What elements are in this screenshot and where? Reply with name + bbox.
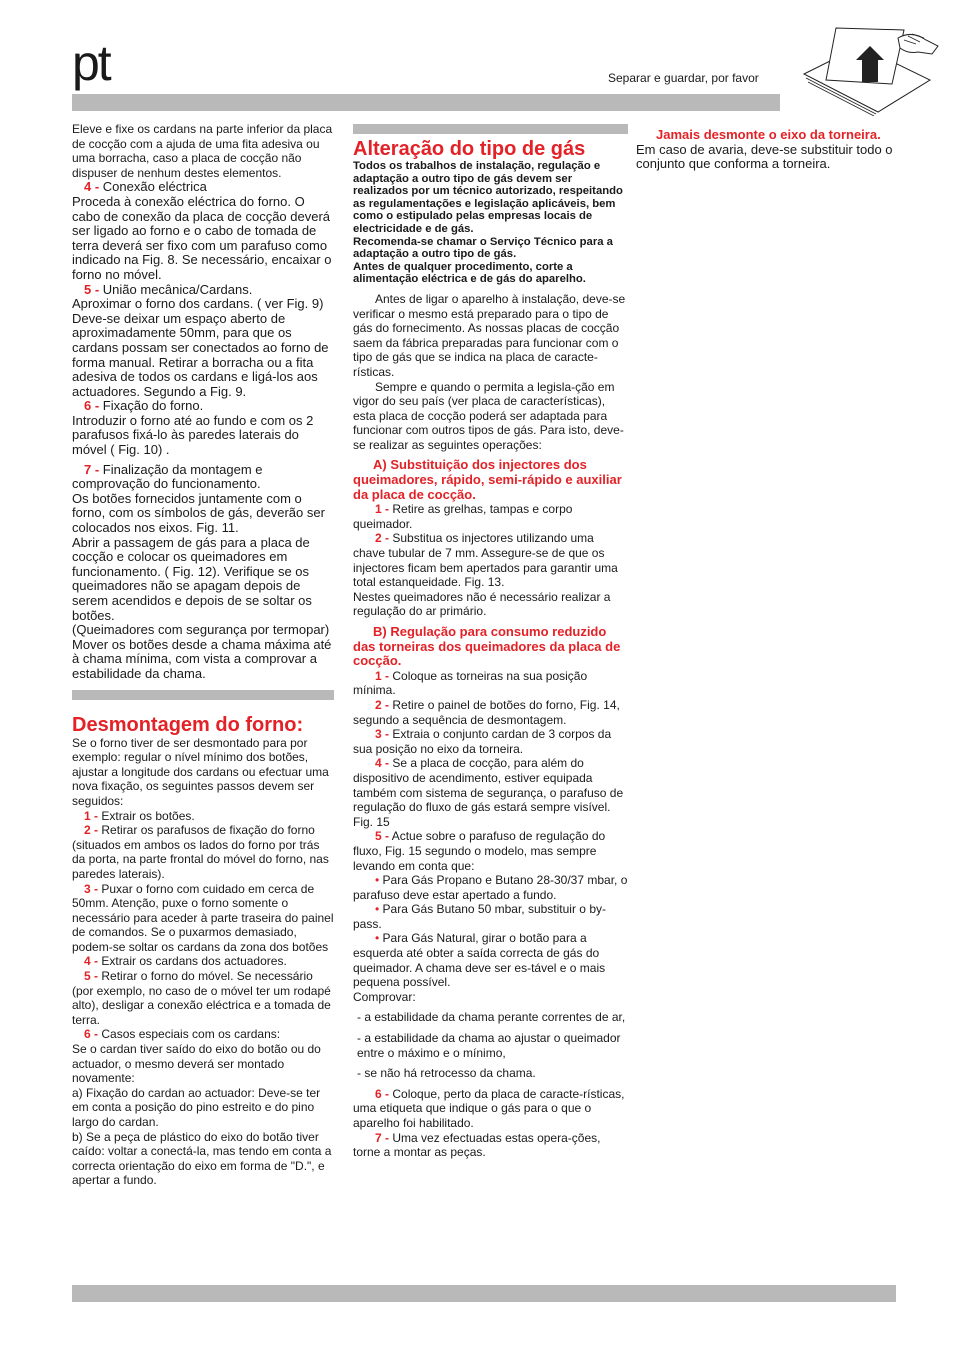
subsection-heading-b: B) Regulação para consumo reduzido das torneiras dos queimadores da placa de cocção.: [353, 624, 621, 669]
step-number: 5 -: [375, 829, 390, 844]
warning-intro: Recomenda-se chamar o Serviço Técnico para a adaptação a outro tipo de gás.: [353, 235, 613, 261]
column-2: [353, 124, 628, 1160]
paragraph: a) Fixação do cardan ao actuador: Deve-se ter em conta a posição do pino estreito e do pino largo do cardan.: [72, 1085, 321, 1129]
section-divider-bar: [72, 690, 334, 700]
step-text: Casos especiais com os cardans:: [98, 1027, 281, 1042]
warning-intro: Todos os trabalhos de instalação, regulação e adaptação a outro tipo de gás devem ser realizados por um técnico autorizado, respeitando as regulamentações e legislação aplicáveis, bem como o estipulado pelas empresas locais de electricidade e de gás.: [353, 160, 623, 235]
bullet-icon: •: [375, 873, 380, 888]
check-item: - a estabilidade da chama perante correntes de ar,: [357, 1010, 626, 1025]
keep-instructions-note: Separar e guardar, por favor: [608, 71, 759, 85]
paragraph: Comprovar:: [353, 989, 416, 1004]
step-number: 2 -: [375, 697, 390, 712]
hand-folding-paper-illustration: [800, 24, 942, 116]
section-title-gas-change: Alteração do tipo de gás: [353, 138, 586, 160]
bullet-icon: •: [375, 931, 380, 946]
paragraph: Se o forno tiver de ser desmontado para por exemplo: regular o nível mínimo dos botões, ajustar a longitude dos cardans ou efectuar uma nova fixação, os seguintes passos devem ser seguidos:: [72, 735, 329, 808]
step-text: Uma vez efectuadas estas opera-ções, torne a montar as peças.: [353, 1130, 601, 1160]
step-number: 6 -: [84, 398, 100, 414]
step-number: 4 -: [84, 954, 99, 969]
step-text: Extrair os cardans dos actuadores.: [98, 954, 287, 969]
step-text: Retirar o forno do móvel. Se necessário (por exemplo, no caso de o móvel ter um rodapé alto), desligar a conexão eléctrica e a tomada de terra.: [72, 969, 331, 1027]
step-number: 7 -: [375, 1130, 390, 1145]
step-number: 5 -: [84, 969, 99, 984]
paragraph: Proceda à conexão eléctrica do forno. O cabo de conexão da placa de cocção deverá ser ligado ao forno e o cabo de tomada de terra deverá ser fixo com um parafuso como indicado na Fig. 8. Se necessário, encaixar o forno no móvel.: [72, 193, 332, 282]
step-text: Coloque as torneiras na sua posição mínima.: [353, 668, 588, 698]
paragraph: Sempre e quando o permita a legisla-ção em vigor do seu país (ver placa de características), esta placa de cocção poderá ser adaptada para funcionar com outros tipos de gás. Para isto, deve-se realizar as seguintes operações:: [353, 379, 624, 452]
step-number: 1 -: [375, 668, 390, 683]
step-text: Extraia o conjunto cardan de 3 corpos da sua posição no eixo da torneira.: [353, 727, 612, 756]
check-item: - se não há retrocesso da chama.: [357, 1066, 536, 1081]
paragraph: b) Se a peça de plástico do eixo do botão tiver caído: voltar a conectá-la, mas tendo em conta a correcta orientação do eixo em forma de "D.", e apertar a fundo.: [72, 1129, 332, 1188]
step-text: Retire as grelhas, tampas e corpo queimador.: [353, 502, 573, 531]
step-text: Se a placa de cocção, para além do dispositivo de acendimento, estiver equipada também com sistema de segurança, o parafuso de regulação do fluxo de gás estará sempre visível. Fig. 15: [353, 756, 624, 829]
header-divider-bar: [72, 94, 780, 111]
paragraph: (Queimadores com segurança por termopar) Mover os botões desde a chama máxima até à chama mínima, com vista a comprovar a estabilidade da chama.: [72, 622, 332, 681]
paragraph: Eleve e fixe os cardans na parte inferior da placa de cocção com a ajuda de uma fita adesiva ou uma borracha, caso a placa de cocção não dispuser de nenhum destes elementos.: [72, 122, 333, 180]
subsection-heading-a: A) Substituição dos injectores dos queimadores, rápido, semi-rápido e auxiliar da placa de cocção.: [353, 457, 622, 502]
bullet-text: Para Gás Propano e Butano 28-30/37 mbar, o parafuso deve estar apertado a fundo.: [353, 873, 628, 902]
bullet-icon: •: [375, 902, 380, 917]
step-number: 3 -: [375, 727, 390, 742]
section-divider-bar: [353, 124, 628, 134]
paragraph: Os botões fornecidos juntamente com o forno, com os símbolos de gás, deverão ser colocados nos eixos. Fig. 11.: [72, 490, 325, 536]
column-1: [72, 122, 334, 1188]
footer-divider-bar: [72, 1285, 896, 1302]
paragraph: Antes de ligar o aparelho à instalação, deve-se verificar o mesmo está preparado para o tipo de gás do fornecimento. As nossas placas de cocção saem da fábrica preparadas para funcionar com o tipo de gás que se indica na placa de caracte-rísticas.: [353, 291, 626, 379]
step-text: Substitua os injectores utilizando uma chave tubular de 7 mm. Assegure-se de que os injectores ficam bem apertados para garantir uma total estanqueidade. Fig. 13.: [353, 531, 618, 590]
paragraph: Aproximar o forno dos cardans. ( ver Fig. 9) Deve-se deixar um espaço aberto de aproximadamente 50mm, para que os cardans possam ser conectados ao forno de forma manual. Retirar a borracha ou a fita adesiva de todos os cardans e ligá-los aos actuadores. Segundo a Fig. 9.: [72, 296, 329, 399]
paragraph: Em caso de avaria, deve-se substituir todo o conjunto que conforma a torneira.: [636, 141, 893, 172]
step-number: 6 -: [375, 1086, 390, 1101]
paragraph: Nestes queimadores não é necessário realizar a regulação do ar primário.: [353, 589, 611, 619]
step-text: Retirar os parafusos de fixação do forno (situados em ambos os lados do forno por trás da porta, na parte frontal do móvel do forno, nas paredes laterais).: [72, 823, 329, 881]
step-number: 6 -: [84, 1027, 99, 1042]
check-item: - a estabilidade da chama ao ajustar o queimador entre o máximo e o mínimo,: [357, 1031, 621, 1060]
bullet-text: Para Gás Natural, girar o botão para a esquerda até obter a saída correcta de gás do queimador. A chama deve ser es-tável e o mais pequena possível.: [353, 931, 606, 990]
step-number: 2 -: [84, 823, 99, 838]
step-number: 3 -: [84, 881, 99, 896]
step-number: 7 -: [84, 461, 100, 477]
step-title: Finalização da montagem e comprovação do funcionamento.: [72, 461, 263, 492]
step-number: 1 -: [375, 502, 390, 517]
paragraph: Se o cardan tiver saído do eixo do botão ou do actuador, o mesmo deverá ser montado novamente:: [72, 1042, 321, 1086]
step-number: 2 -: [375, 531, 390, 546]
step-title: Fixação do forno.: [99, 398, 204, 414]
paragraph: Abrir a passagem de gás para a placa de cocção e colocar os queimadores em funcionamento. ( Fig. 12). Verifique se os queimadores não se apagam depois de serem acendidos e depois de se soltar os botões.: [72, 534, 312, 623]
step-number: 4 -: [84, 179, 100, 195]
step-number: 4 -: [375, 756, 390, 771]
bullet-text: Para Gás Butano 50 mbar, substituir o by-pass.: [353, 902, 606, 931]
step-text: Actue sobre o parafuso de regulação do fluxo, Fig. 15 segundo o modelo, mas sempre levando em conta que:: [353, 829, 606, 873]
language-code: pt: [72, 35, 110, 91]
step-text: Retire o painel de botões do forno, Fig. 14, segundo a sequência de desmontagem.: [353, 697, 620, 727]
step-text: Coloque, perto da placa de caracte-rísticas, uma etiqueta que indique o gás para o que o aparelho foi habilitado.: [353, 1086, 625, 1130]
step-text: Extrair os botões.: [98, 808, 195, 823]
warning-heading: Jamais desmonte o eixo da torneira.: [656, 127, 881, 142]
step-number: 1 -: [84, 808, 99, 823]
step-number: 5 -: [84, 281, 100, 297]
step-title: Conexão eléctrica: [99, 179, 207, 195]
step-title: União mecânica/Cardans.: [99, 281, 253, 297]
section-title-desmontagem: Desmontagem do forno:: [72, 713, 304, 736]
step-text: Puxar o forno com cuidado em cerca de 50mm. Atenção, puxe o forno somente o necessário para aceder à parte traseira do painel de comandos. Se o puxarmos demasiado, podem-se soltar os cardans da zona dos botões: [72, 881, 334, 954]
warning-intro: Antes de qualquer procedimento, corte a alimentação eléctrica e de gás do aparelho.: [353, 260, 586, 286]
column-3: [636, 128, 898, 172]
paragraph: Introduzir o forno até ao fundo e com os 2 parafusos fixá-lo às paredes laterais do móvel ( Fig. 10) .: [72, 412, 314, 458]
